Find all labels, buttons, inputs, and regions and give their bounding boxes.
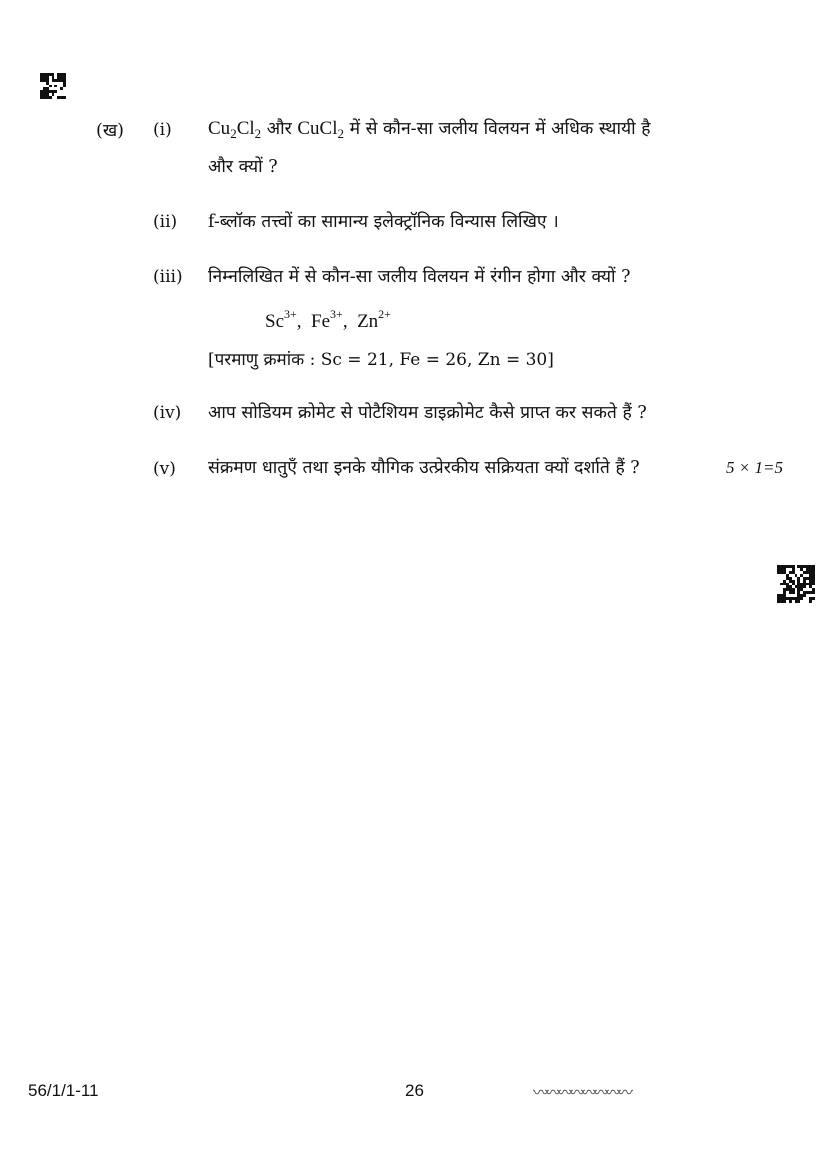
ion-zn: $Zn^{2+}$ [357,307,391,332]
question-iv-text: आप सोडियम क्रोमेट से पोटैशियम डाइक्रोमेट कैसे प्राप्त कर सकते हैं ? [208,403,647,423]
question-ii-text: f-ब्लॉक तत्त्वों का सामान्य इलेक्ट्रॉनिक विन्यास लिखिए । [208,212,559,232]
question-number-v: (v) [153,459,176,479]
qr-code-right [777,565,815,603]
qr-module [812,600,815,603]
page-number: 26 [405,1081,424,1100]
atomic-numbers-note: [परमाणु क्रमांक : Sc = 21, Fe = 26, Zn = 30] [208,350,554,370]
paper-code: 56/1/1-11 [28,1081,99,1100]
question-i-line1: $Cu_2Cl_2$ और CuCl$_2$ में से कौन-सा जलीय विलयन में अधिक स्थायी है [208,118,651,141]
qr-module [63,96,66,99]
question-number-i: (i) [153,120,172,140]
ion-sc: $Sc^{3+}$, [265,307,302,332]
ion-list [265,307,391,333]
ion-fe: $Fe^{3+}$, [311,307,348,332]
marks-label: 5 × 1=5 [726,458,783,477]
question-v-text: संक्रमण धातुएँ तथा इनके यौगिक उत्प्रेरकीय सक्रियता क्यों दर्शाते हैं ? [208,458,640,478]
formula-cu2cl2: $Cu_2Cl_2$ [208,118,262,141]
section-label: (ख) [96,121,124,141]
formula-cucl2: CuCl$_2$ [297,118,344,141]
qr-code-top [40,73,66,99]
decorative-squiggle: 〰〰〰〰〰〰〰〰 [533,1083,630,1102]
question-number-iv: (iv) [153,403,182,423]
question-iii-text: निम्नलिखित में से कौन-सा जलीय विलयन में रंगीन होगा और क्यों ? [208,267,631,287]
question-i-line2: और क्यों ? [208,157,278,177]
question-number-ii: (ii) [153,212,178,232]
question-number-iii: (iii) [153,267,183,287]
